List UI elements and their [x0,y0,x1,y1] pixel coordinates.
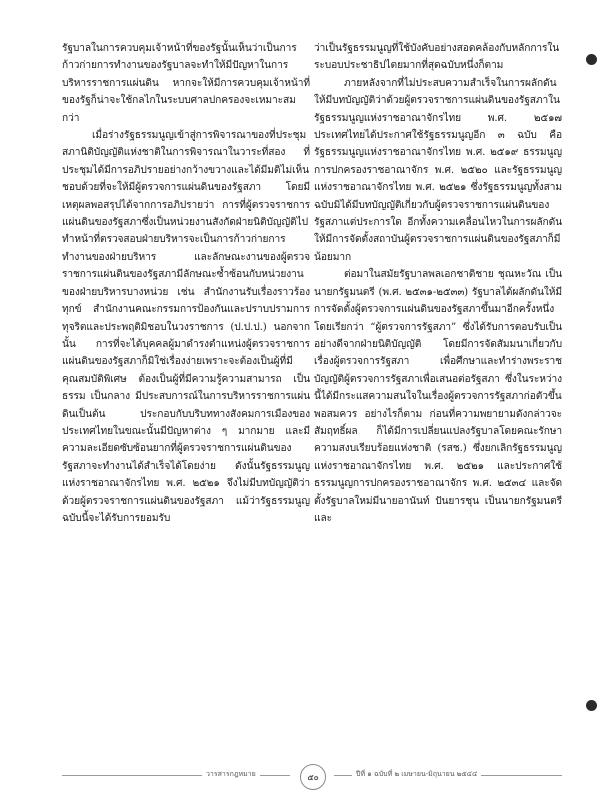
left-paragraph-2: เมื่อร่างรัฐธรรมนูญเข้าสู่การพิจารณาของที่ประชุมสภานิติบัญญัติแห่งชาติในการพิจารณาในวาระที่สอง ที่ประชุมได้มีการอภิปรายอย่างกว้างขวางและได้มีมติไม่เห็นชอบด้วยที่จะให้มีผู้ตรวจการแผ่นดินของรัฐสภา โดยมีเหตุผลพอสรุปได้จากการอภิปรายว่า การที่ผู้ตรวจราชการแผ่นดินของรัฐสภาซึ่งเป็นหน่วยงานสังกัดฝ่ายนิติบัญญัติไปทำหน้าที่ตรวจสอบฝ่ายบริหารจะเป็นการก้าวก่ายการทำงานของฝ่ายบริหาร และลักษณะงานของผู้ตรวจราชการแผ่นดินของรัฐสภามีลักษณะซ้ำซ้อนกับหน่วยงานของฝ่ายบริหารบางหน่วย เช่น สำนักงานรับเรื่องราวร้องทุกข์ สำนักงานคณะกรรมการป้องกันและปราบปรามการทุจริตและประพฤติมิชอบในวงราชการ (ป.ป.ป.) นอกจากนั้น การที่จะได้บุคคลผู้มาดำรงตำแหน่งผู้ตรวจราชการแผ่นดินของรัฐสภาก็มิใช่เรื่องง่ายเพราะจะต้องเป็นผู้ที่มีคุณสมบัติพิเศษ ต้องเป็นผู้ที่มีความรู้ความสามารถ เป็นธรรม เป็นกลาง มีประสบการณ์ในการบริหารราชการแผ่นดินเป็นต้น ประกอบกับบริบททางสังคมการเมืองของประเทศไทยในขณะนั้นมีปัญหาต่าง ๆ มากมาย และมีความละเอียดซับซ้อนยากที่ผู้ตรวจราชการแผ่นดินของรัฐสภาจะทำงานได้สำเร็จได้โดยง่าย ดังนั้นรัฐธรรมนูญแห่งราชอาณาจักรไทย พ.ศ. ๒๕๒๑ จึงไม่มีบทบัญญัติว่าด้วยผู้ตรวจราชการแผ่นดินของรัฐสภา แม้ว่ารัฐธรรมนูญฉบับนี้จะได้รับการยอมรับ [62,130,310,524]
right-paragraph-3: ต่อมาในสมัยรัฐบาลพลเอกชาติชาย ชุณหะวัณ เป็นนายกรัฐมนตรี (พ.ศ. ๒๕๓๑-๒๕๓๓) รัฐบาลได้ผลักดันให้มีการจัดตั้งผู้ตรวจการแผ่นดินของรัฐสภาขึ้นมาอีกครั้งหนึ่งโดยเรียกว่า “ผู้ตรวจการรัฐสภา” ซึ่งได้รับการตอบรับเป็นอย่างดีจากฝ่ายนิติบัญญัติ โดยมีการจัดสัมมนาเกี่ยวกับเรื่องผู้ตรวจการรัฐสภา เพื่อศึกษาและทำร่างพระราชบัญญัติผู้ตรวจการรัฐสภาเพื่อเสนอต่อรัฐสภา ซึ่งในระหว่างนี้ได้มีกระแสความสนใจในเรื่องผู้ตรวจการรัฐสภาก่อตัวขึ้นพอสมควร อย่างไรก็ตาม ก่อนที่ความพยายามดังกล่าวจะสัมฤทธิ์ผล ก็ได้มีการเปลี่ยนแปลงรัฐบาลโดยคณะรักษาความสงบเรียบร้อยแห่งชาติ (รสช.) ซึ่งยกเลิกรัฐธรรมนูญแห่งราชอาณาจักรไทย พ.ศ. ๒๕๒๑ และประกาศใช้ธรรมนูญการปกครองราชอาณาจักร พ.ศ. ๒๕๓๔ และจัดตั้งรัฐบาลใหม่มีนายอานันท์ ปันยารชุน เป็นนายกรัฐมนตรี และ [314,269,562,524]
page-footer [62,768,562,784]
left-paragraph-1: รัฐบาลในการควบคุมเจ้าหน้าที่ของรัฐนั้นเห็นว่าเป็นการก้าวก่ายการทำงานของรัฐบาลจะทำให้มีปัญหาในการบริหารราชการแผ่นดิน หากจะให้มีการควบคุมเจ้าหน้าที่ของรัฐก็น่าจะใช้กลไกในระบบศาลปกครองจะเหมาะสมกว่า [62,43,310,124]
footer-journal-title: วารสารกฎหมาย [202,769,260,780]
right-paragraph-1: ว่าเป็นรัฐธรรมนูญที่ใช้บังคับอย่างสอดคล้องกับหลักการในระบอบประชาธิปไตยมากที่สุดฉบับหนึ่งก็ตาม [314,43,560,72]
left-column [62,40,310,527]
binder-hole-bottom-icon [586,700,597,711]
footer-issue-info: ปีที่ ๑ ฉบับที่ ๒ เมษายน-มิถุนายน ๒๕๔๔ [352,769,481,780]
binder-hole-top-icon [586,54,597,65]
footer-page-number: ๕๐ [300,764,326,790]
right-paragraph-2: ภายหลังจากที่ไม่ประสบความสำเร็จในการผลักดันให้มีบทบัญญัติว่าด้วยผู้ตรวจราชการแผ่นดินของรัฐสภาในรัฐธรรมนูญแห่งราชอาณาจักรไทย พ.ศ. ๒๕๑๗ ประเทศไทยได้ประกาศใช้รัฐธรรมนูญอีก ๓ ฉบับ คือ รัฐธรรมนูญแห่งราชอาณาจักรไทย พ.ศ. ๒๕๑๙ ธรรมนูญการปกครองราชอาณาจักร พ.ศ. ๒๕๒๐ และรัฐธรรมนูญแห่งราชอาณาจักรไทย พ.ศ. ๒๕๒๑ ซึ่งรัฐธรรมนูญทั้งสามฉบับมิได้มีบทบัญญัติเกี่ยวกับผู้ตรวจราชการแผ่นดินของรัฐสภาแต่ประการใด อีกทั้งความเคลื่อนไหวในการผลักดันให้มีการจัดตั้งสถาบันผู้ตรวจราชการแผ่นดินของรัฐสภาก็มีน้อยมาก [314,77,562,263]
right-column [314,40,562,527]
